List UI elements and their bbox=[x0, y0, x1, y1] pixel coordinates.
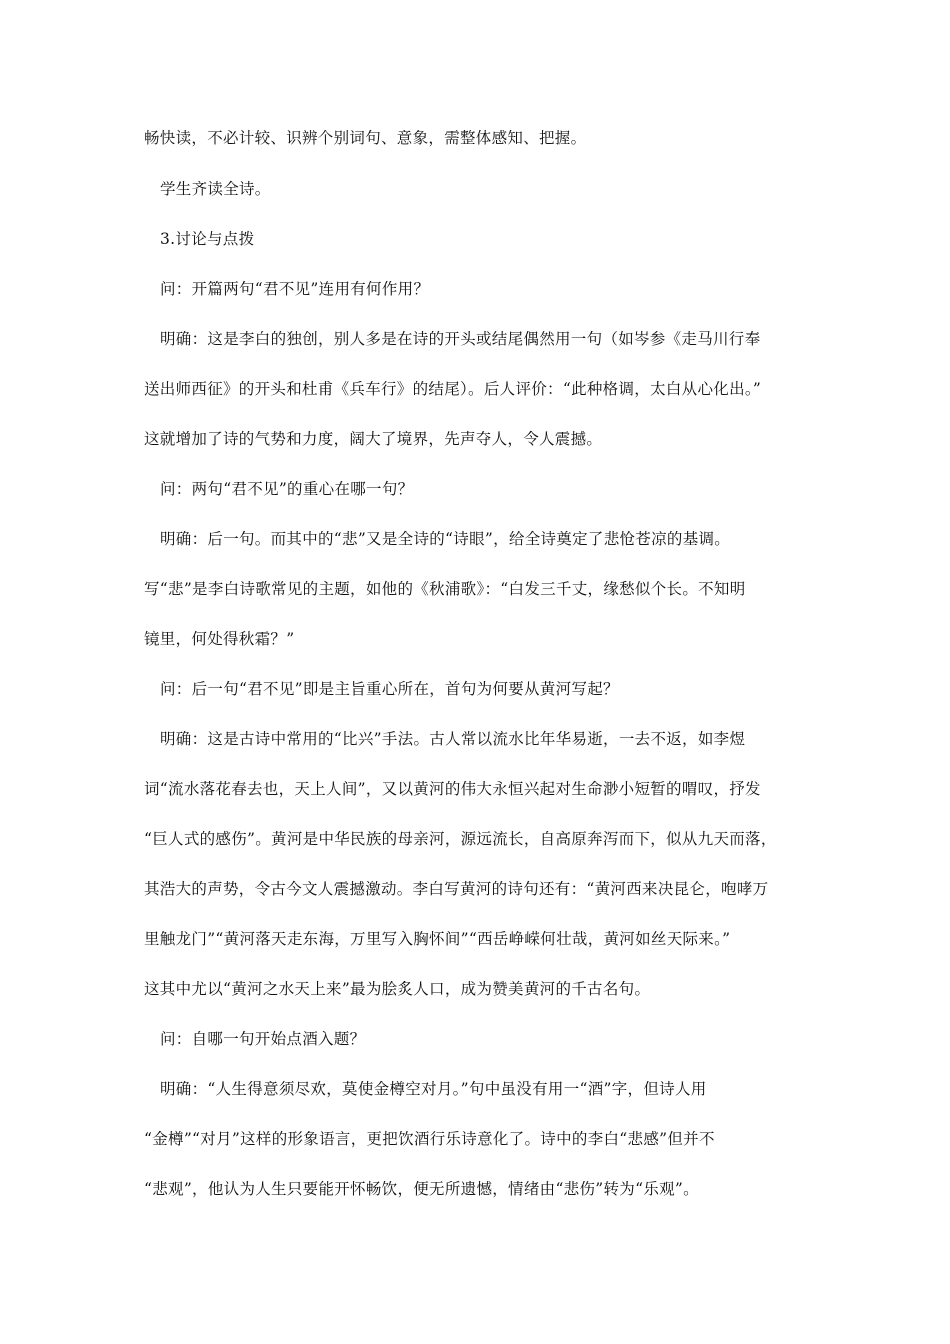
answer-3-line-4: 其浩大的声势，令古今文人震撼激动。李白写黄河的诗句还有：“黄河西来决昆仑，咆哮万 bbox=[144, 880, 769, 898]
answer-2-line-1: 明确：后一句。而其中的“悲”又是全诗的“诗眼”，给全诗奠定了悲怆苍凉的基调。 bbox=[160, 530, 731, 548]
answer-4-line-2: “金樽”“对月”这样的形象语言，更把饮酒行乐诗意化了。诗中的李白“悲感”但并不 bbox=[144, 1130, 715, 1148]
answer-4-line-1: 明确：“人生得意须尽欢，莫使金樽空对月。”句中虽没有用一“酒”字，但诗人用 bbox=[160, 1080, 707, 1098]
answer-3-line-6: 这其中尤以“黄河之水天上来”最为脍炙人口，成为赞美黄河的千古名句。 bbox=[144, 980, 651, 998]
answer-1-line-3: 这就增加了诗的气势和力度，阔大了境界，先声夺人，令人震撼。 bbox=[144, 430, 603, 448]
question-3: 问：后一句“君不见”即是主旨重心所在，首句为何要从黄河写起？ bbox=[160, 680, 619, 698]
answer-1-line-2: 送出师西征》的开头和杜甫《兵车行》的结尾）。后人评价：“此种格调，太白从心化出。” bbox=[144, 380, 762, 398]
answer-1-line-1: 明确：这是李白的独创，别人多是在诗的开头或结尾偶然用一句（如岑参《走马川行奉 bbox=[160, 330, 761, 348]
answer-3-line-3: “巨人式的感伤”。黄河是中华民族的母亲河，源远流长，自高原奔泻而下，似从九天而落， bbox=[144, 830, 777, 848]
answer-2-line-3: 镜里，何处得秋霜？” bbox=[144, 630, 295, 648]
question-4: 问：自哪一句开始点酒入题？ bbox=[160, 1030, 366, 1048]
section-heading: 3.讨论与点拨 bbox=[160, 230, 255, 248]
question-2: 问：两句“君不见”的重心在哪一句？ bbox=[160, 480, 414, 498]
answer-3-line-5: 里触龙门”“黄河落天走东海，万里写入胸怀间”“西岳峥嵘何壮哉，黄河如丝天际来。” bbox=[144, 930, 731, 948]
text-line-1: 畅快读，不必计较、识辨个别词句、意象，需整体感知、把握。 bbox=[144, 129, 587, 147]
text-line-2: 学生齐读全诗。 bbox=[160, 180, 271, 198]
answer-4-line-3: “悲观”，他认为人生只要能开怀畅饮，便无所遗憾，情绪由“悲伤”转为“乐观”。 bbox=[144, 1180, 699, 1198]
answer-3-line-1: 明确：这是古诗中常用的“比兴”手法。古人常以流水比年华易逝，一去不返，如李煜 bbox=[160, 730, 746, 748]
question-1: 问：开篇两句“君不见”连用有何作用？ bbox=[160, 280, 430, 298]
answer-2-line-2: 写“悲”是李白诗歌常见的主题，如他的《秋浦歌》：“白发三千丈，缘愁似个长。不知明 bbox=[144, 580, 746, 598]
answer-3-line-2: 词“流水落花春去也，天上人间”，又以黄河的伟大永恒兴起对生命渺小短暂的喟叹，抒发 bbox=[144, 780, 761, 798]
